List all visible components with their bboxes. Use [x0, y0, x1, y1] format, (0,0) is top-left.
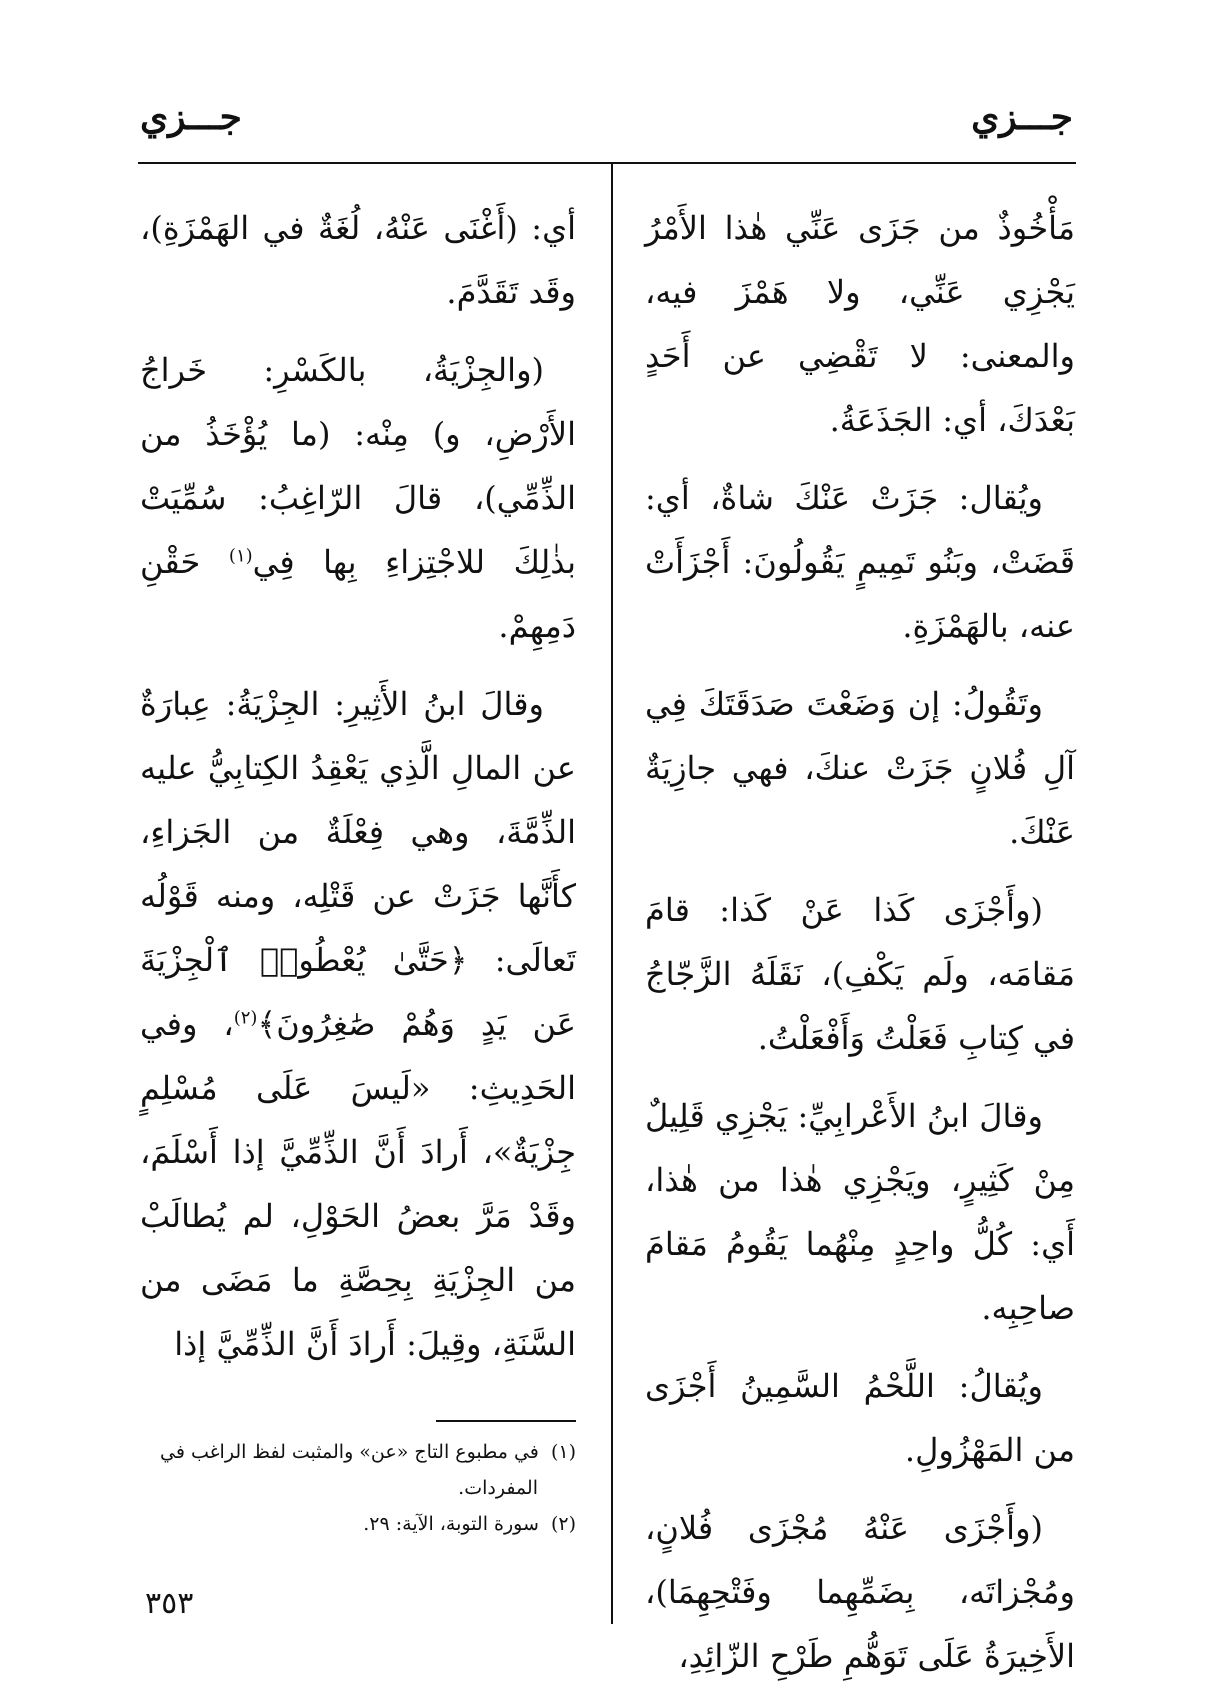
- paragraph: ويُقال: جَزَتْ عَنْكَ شاةٌ، أي: قَضَتْ، وبَنُو تَمِيمٍ يَقُولُونَ: أَجْزَأَتْ عنه، بالهَمْزَةِ.: [645, 479, 1075, 645]
- paragraph: (وأَجْزَى عَنْهُ مُجْزَى فُلانٍ، ومُجْزاتَه، بِضَمِّهِما وفَتْحِهِمَا)، الأَخِيرَةُ عَلَى تَوَهُّمِ طَرْحِ الزّائِدِ،: [645, 1509, 1075, 1675]
- footnote-number: (١): [550, 1441, 576, 1463]
- footnote-rule: [436, 1420, 576, 1422]
- paragraph: وتَقُولُ: إن وَضَعْتَ صَدَقَتَكَ فِي آلِ فُلانٍ جَزَتْ عنكَ، فهي جازِيَةٌ عَنْكَ.: [645, 685, 1075, 851]
- footnote-text-continued: المفردات.: [458, 1477, 538, 1499]
- paragraph: مَأْخُوذٌ من جَزَى عَنِّي هٰذا الأَمْرُ يَجْزِي عَنِّي، ولا هَمْزَ فيه، والمعنى: لا تَقْضِي عن أَحَدٍ بَعْدَكَ، أي: الجَذَعَةُ.: [645, 209, 1075, 439]
- left-text-column: [140, 196, 576, 1390]
- footnote-2: [140, 1506, 576, 1542]
- header-rule: [138, 162, 1076, 164]
- right-text-column: [645, 196, 1075, 1702]
- footnotes: [140, 1434, 576, 1542]
- footnote-text: في مطبوع التاج «عن» والمثبت لفظ الراغب في: [160, 1441, 539, 1463]
- paragraph-text-continued: حَقْنِ دَمِهِمْ.: [140, 543, 576, 645]
- paragraph: وقالَ ابنُ الأَعْرابِيِّ: يَجْزِي قَلِيلٌ مِنْ كَثِيرٍ، ويَجْزِي هٰذا من هٰذا، أَي: كُلُّ واحِدٍ مِنْهُما يَقُومُ مَقامَ صاحِبِه.: [645, 1097, 1075, 1327]
- paragraph-text-continued: ، وفي الحَدِيثِ: «لَيسَ عَلَى مُسْلِمٍ جِزْيَةٌ»، أَرادَ أَنَّ الذِّمِّيَّ إذا أَسْلَمَ، وقَدْ مَرَّ بعضُ الحَوْلِ، لم يُطالَبْ من الجِزْيَةِ بِحِصَّةِ ما مَضَى من السَّنَةِ، وقِيلَ: أَرادَ أَنَّ الذِّمِّيَّ إذا: [140, 1005, 576, 1363]
- running-head-left: جـــزي: [140, 96, 242, 138]
- paragraph: (وأَجْزَى كَذا عَنْ كَذا: قامَ مَقامَه، ولَم يَكْفِ)، نَقَلَهُ الزَّجّاجُ في كِتابِ فَعَلْتُ وَأَفْعَلْتُ.: [645, 891, 1075, 1057]
- column-divider: [611, 164, 613, 1624]
- paragraph-text: وقالَ ابنُ الأَثِيرِ: الجِزْيَةُ: عِبارَةٌ عن المالِ الَّذِي يَعْقِدُ الكِتابِيُّ عليه الذِّمَّةَ، وهي فِعْلَةٌ من الجَزاءِ، كأَنَّها جَزَتْ عن قَتْلِه، ومنه قَوْلُه تَعالَى: ﴿حَتَّىٰ يُعْطُوا۟ ٱلْجِزْيَةَ عَن يَدٍ وَهُمْ صَٰغِرُونَ﴾: [140, 685, 577, 1043]
- page-number: ٣٥٣: [145, 1586, 194, 1621]
- paragraph-with-footnote: [140, 338, 576, 658]
- footnote-marker-2: (٢): [233, 1007, 258, 1029]
- footnote-text: سورة التوبة، الآية: ٢٩.: [363, 1513, 539, 1535]
- paragraph-with-footnote: [140, 672, 576, 1376]
- footnote-number: (٢): [550, 1513, 576, 1535]
- paragraph: أي: (أَغْنَى عَنْهُ، لُغَةٌ في الهَمْزَةِ)، وقَد تَقَدَّمَ.: [140, 209, 576, 311]
- running-head-right: جـــزي: [971, 96, 1073, 138]
- footnote-1: [140, 1434, 576, 1506]
- footnote-marker-1: (١): [228, 545, 253, 567]
- paragraph: ويُقالُ: اللَّحْمُ السَّمِينُ أَجْزَى من المَهْزُولِ.: [645, 1367, 1075, 1469]
- paragraph-text: (والجِزْيَةُ، بالكَسْرِ: خَراجُ الأَرْضِ، و) مِنْه: (ما يُؤْخَذُ من الذِّمِّي)، قالَ الرّاغِبُ: سُمِّيَتْ بذٰلِكَ للاجْتِزاءِ بِها فِي: [140, 351, 577, 581]
